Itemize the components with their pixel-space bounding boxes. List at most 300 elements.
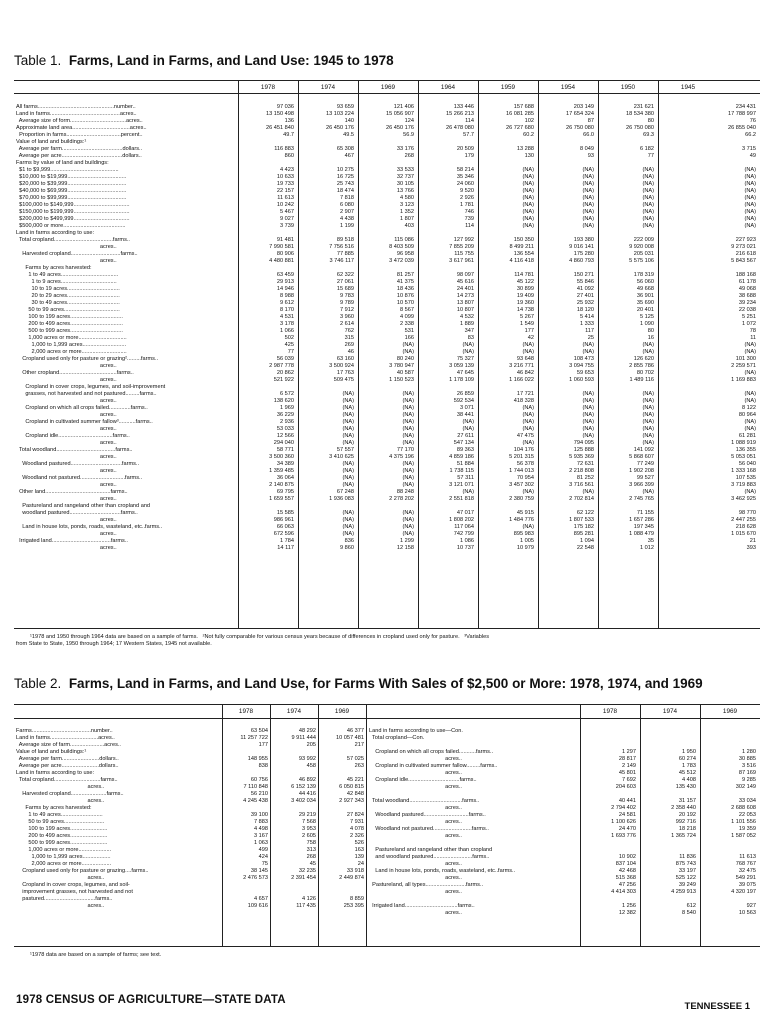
table1-title-text: Farms, Land in Farms, and Land Use: 1945 to 1978 (68, 53, 394, 68)
table1-column-1945 (660, 104, 756, 552)
table1-cell: 80 240 (396, 356, 414, 362)
table1-cell: 58 214 (456, 167, 474, 173)
table2-row-label: Value of land and buildings:¹ (16, 749, 87, 755)
table1-cell: (NA) (642, 419, 654, 425)
table1-cell: (NA) (582, 209, 594, 215)
table1-row-label: Woodland not pastured.............................farms.. (16, 475, 143, 481)
table1-row-label: Average per farm.......................................dollars.. (16, 146, 143, 152)
table2-row-label: acres.. (16, 875, 105, 881)
table1-cell: 140 (344, 118, 354, 124)
table1-row-label: Woodland pastured.................................farms.. (16, 461, 140, 467)
table1-cell: 2 745 765 (629, 496, 654, 502)
table1-cell: (NA) (522, 440, 534, 446)
table1-cell: 26 727 680 (506, 125, 534, 131)
table2-row-label: Cropland on which all crops failed...........farms.. (369, 749, 494, 755)
table1-cell: 62 322 (336, 272, 354, 278)
table1-cell (360, 265, 414, 272)
table1-cell: (NA) (342, 391, 354, 397)
table1-cell: 14 738 (516, 307, 534, 313)
table1-cell (360, 230, 414, 237)
table1-cell: 4 531 (280, 314, 294, 320)
table1-cell: 49 068 (738, 286, 756, 292)
table1-cell: 19 409 (516, 293, 534, 299)
table1-cell: 1 015 670 (731, 531, 756, 537)
table2-cell: 2 149 (622, 763, 636, 769)
table2-cell: 4 414 303 (611, 889, 636, 895)
table2-cell (582, 742, 636, 749)
table1-column-1969 (360, 104, 414, 552)
table1-row-label: $40,000 to $69,999...................................... (16, 188, 127, 194)
table2-cell: 268 (306, 854, 316, 860)
table1-cell: 47 475 (516, 433, 534, 439)
table2-right-column-1978 (582, 728, 636, 917)
table1-cell (660, 265, 756, 272)
table2-row-label: Irrigated land..................................farms.. (369, 903, 475, 909)
table1-cell: 1 005 (520, 538, 534, 544)
table1-row-label: $100,000 to $149,999.................................... (16, 202, 130, 208)
table2-cell (702, 728, 756, 735)
table1-cell: 1 784 (280, 538, 294, 544)
table1-cell (480, 265, 534, 272)
table2-cell: 7 883 (254, 819, 268, 825)
table1-cell: 57 311 (457, 475, 474, 481)
table2-cell: 4 126 (302, 896, 316, 902)
table1-cell: 5 935 369 (569, 454, 594, 460)
table1-cell: 347 (464, 328, 474, 334)
table2-cell: 24 581 (618, 812, 636, 818)
table2-cell: 4 408 (682, 777, 696, 783)
table1-cell: 746 (464, 209, 474, 215)
table1-cell: 55 846 (576, 279, 594, 285)
table2-cell: 1 365 724 (671, 833, 696, 839)
table1-cell: 1 086 (460, 538, 474, 544)
table1-cell: (NA) (582, 405, 594, 411)
table2-cell (272, 805, 316, 812)
table1-cell: (NA) (402, 475, 414, 481)
table1-cell: 8 499 211 (509, 244, 534, 250)
table1-cell (420, 160, 474, 167)
table1-cell: 13 150 498 (266, 111, 294, 117)
table2-cell: 6 050 815 (339, 784, 364, 790)
table1-cell: 26 450 176 (386, 125, 414, 131)
table2-cell: 32 235 (298, 868, 316, 874)
table1-cell: 4 438 (340, 216, 354, 222)
table1-cell: 32 737 (396, 174, 414, 180)
table1-cell: 6 080 (340, 202, 354, 208)
table1-cell: 1 352 (400, 209, 414, 215)
table2-col-divider (640, 704, 641, 946)
table1-cell: 227 923 (735, 237, 756, 243)
table2-year-header: 1969 (722, 708, 738, 715)
table1-cell: (NA) (582, 174, 594, 180)
table1-row-label: 30 to 49 acres.................................. (16, 300, 120, 306)
table1-cell: 93 648 (516, 356, 534, 362)
table1-row-label: 500 to 999 acres.................................. (16, 328, 123, 334)
table1-cell: (NA) (642, 167, 654, 173)
table2-cell: 3 167 (254, 833, 268, 839)
table1-cell: 117 064 (454, 524, 474, 530)
table1-row-label: Land in house lots, ponds, roads, wasteland, etc..farms.. (16, 524, 163, 530)
table1-cell: 26 855 040 (728, 125, 756, 131)
table1-cell: (NA) (582, 391, 594, 397)
table1-row-label: $500,000 or more........................................ (16, 223, 126, 229)
table1-cell: 81 252 (576, 475, 594, 481)
table1-cell: (NA) (402, 468, 414, 474)
table1-cell: 136 355 (735, 447, 756, 453)
table1-cell: 18 436 (396, 286, 414, 292)
table1-cell: 1 738 115 (449, 468, 474, 474)
table1-row-label: Other land..........................................farms.. (16, 489, 128, 495)
table1-cell: 26 450 176 (326, 125, 354, 131)
table1-row-label: $10,000 to $19,999...................................... (16, 174, 127, 180)
table2-cell: 45 801 (618, 770, 636, 776)
table1-cell: 203 149 (573, 104, 594, 110)
table1-cell (660, 230, 756, 237)
table1-cell: 8 403 509 (389, 244, 414, 250)
table2-cell (582, 840, 636, 847)
table1-year-header: 1954 (560, 84, 576, 91)
table2-cell: 87 169 (738, 770, 756, 776)
table1-cell: 127 992 (453, 237, 474, 243)
table1-col-divider (418, 80, 419, 628)
table1-cell: 16 (647, 335, 654, 341)
table1-row-label: 10 to 19 acres.................................. (16, 286, 120, 292)
table1-cell: 9 520 (460, 188, 474, 194)
table1-cell: 1 333 (580, 321, 594, 327)
table1-cell: 41 092 (576, 286, 594, 292)
table2-row-label: Woodland not pastured.........................farms.. (369, 826, 489, 832)
table1-cell: 80 702 (636, 370, 654, 376)
table2-cell: 2 449 874 (339, 875, 364, 881)
table1-row-label: Total cropland......................................farms.. (16, 237, 130, 243)
table2-cell: 838 (258, 763, 268, 769)
table1-cell: 467 (344, 153, 354, 159)
table2-left-column-1969 (320, 728, 364, 910)
table1-cell: 895 983 (513, 531, 534, 537)
table1-cell: 4 099 (400, 314, 414, 320)
table1-row-label: acres.. (16, 426, 117, 432)
table1-row-label: Cropland in cultivated summer fallow³...........farms.. (16, 419, 153, 425)
table1-cell: 531 (404, 328, 414, 334)
table1-cell: 2 551 818 (449, 496, 474, 502)
table2-left-top-rule (14, 704, 366, 705)
table2-cell: 12 382 (618, 910, 636, 916)
table1-cell: (NA) (582, 426, 594, 432)
table1-cell: 1 484 776 (509, 517, 534, 523)
table1-cell (480, 384, 534, 391)
table1-cell: 59 653 (576, 370, 594, 376)
table1-cell: 10 275 (336, 167, 354, 173)
table1-cell: 78 (749, 328, 756, 334)
table1-cell: 14 946 (276, 286, 294, 292)
table2-row-label: 2,000 acres or more................... (16, 861, 112, 867)
table1-cell: 3 462 925 (731, 496, 756, 502)
table1-row-label: acres.. (16, 258, 117, 264)
table1-cell: 80 964 (738, 412, 756, 418)
table2-cell: 139 (354, 854, 364, 860)
table1-cell: 3 719 883 (731, 482, 756, 488)
table1-row-label: Average per acre.......................................dollars.. (16, 153, 142, 159)
table1-col-divider (478, 80, 479, 628)
table1-cell (660, 160, 756, 167)
table2-cell: 60 274 (678, 756, 696, 762)
table1-cell (300, 265, 354, 272)
table1-cell: 56 040 (738, 461, 756, 467)
table1-year-header: 1974 (320, 84, 336, 91)
table1-row-label: Cropland used only for pasture or grazing².........farms.. (16, 356, 159, 362)
table2-cell: 48 292 (298, 728, 316, 734)
table1-cell (420, 503, 474, 510)
table2-row-label: acres.. (16, 798, 105, 804)
table1-cell: 66.2 (745, 132, 756, 138)
table1-cell: 56 378 (516, 461, 534, 467)
table1-cell: 1 807 533 (569, 517, 594, 523)
table1-cell: 8 049 (580, 146, 594, 152)
table2-cell: 46 892 (298, 777, 316, 783)
table1-cell: 3 715 (742, 146, 756, 152)
table2-cell: 163 (354, 847, 364, 853)
table1-row-label: 2,000 acres or more............................. (16, 349, 127, 355)
table1-cell: 1 333 168 (731, 468, 756, 474)
table1-cell: 5 053 051 (731, 454, 756, 460)
table1-cell: (NA) (522, 489, 534, 495)
table1-cell: 1 090 (640, 321, 654, 327)
table1-cell: 51 884 (456, 461, 474, 467)
table1-cell: 179 (464, 153, 474, 159)
table1-cell: (NA) (402, 433, 414, 439)
table1-cell: (NA) (642, 181, 654, 187)
table1-cell: (NA) (744, 398, 756, 404)
table1-cell: 9 612 (280, 300, 294, 306)
table1-cell: 3 123 (400, 202, 414, 208)
table2-cell: 424 (258, 854, 268, 860)
table2-cell: 2 391 454 (291, 875, 316, 881)
table1-cell: (NA) (522, 405, 534, 411)
table1-cell (240, 384, 294, 391)
table2-col-divider (318, 704, 319, 946)
table1-cell: 14 273 (456, 293, 474, 299)
table2-row-label: acres.. (16, 784, 105, 790)
table1-cell: (NA) (522, 426, 534, 432)
table1-cell (480, 230, 534, 237)
table1-cell: (NA) (522, 412, 534, 418)
table1-cell: (NA) (342, 517, 354, 523)
table1-cell: 72 631 (576, 461, 594, 467)
table1-cell: 49 668 (636, 286, 654, 292)
table1-cell: (NA) (744, 216, 756, 222)
table1-cell: 1 299 (400, 538, 414, 544)
table1-cell: 53 033 (276, 426, 294, 432)
table1-cell: (NA) (582, 195, 594, 201)
table1-cell (360, 503, 414, 510)
table1-cell: 2 447 255 (731, 517, 756, 523)
table1-cell (420, 384, 474, 391)
table1-cell: 62 122 (576, 510, 594, 516)
table1-cell: 66.0 (583, 132, 594, 138)
table1-cell: 45 122 (516, 279, 534, 285)
table2-cell: 4 657 (254, 896, 268, 902)
table1-row-label: acres.. (16, 496, 117, 502)
table2-cell: 18 218 (678, 826, 696, 832)
table1-cell: 3 472 039 (389, 258, 414, 264)
table1-cell (300, 139, 354, 146)
table2-cell: 27 824 (346, 812, 364, 818)
table1-row-label: Value of land and buildings:¹ (16, 139, 87, 145)
table2-cell: 3 402 034 (291, 798, 316, 804)
table1-cell: (NA) (744, 202, 756, 208)
table1-cell: 56 060 (636, 279, 654, 285)
table1-cell: 83 (467, 335, 474, 341)
table1-cell: 2 907 (340, 209, 354, 215)
table1-cell (600, 139, 654, 146)
table1-cell (600, 384, 654, 391)
table1-cell: 2 380 759 (509, 496, 534, 502)
table1-cell (420, 230, 474, 237)
table2-cell (272, 882, 316, 889)
table1-cell: (NA) (522, 174, 534, 180)
table1-cell: 39 234 (738, 300, 756, 306)
table1-cell: 9 860 (340, 545, 354, 551)
table1-cell (480, 503, 534, 510)
table2-row-label: Average per farm........................dollars.. (16, 756, 119, 762)
table1-cell: 45 915 (516, 510, 534, 516)
table1-cell: 11 613 (277, 195, 294, 201)
table1-cell: 1 066 (280, 328, 294, 334)
table1-cell: 672 596 (273, 531, 294, 537)
table1-cell: 27 611 (457, 433, 474, 439)
table1-cell: (NA) (582, 188, 594, 194)
table1-cell: 10 570 (396, 300, 414, 306)
table1-cell: (NA) (642, 405, 654, 411)
table1-cell: 860 (284, 153, 294, 159)
table1-cell (240, 139, 294, 146)
table1-row-label: acres.. (16, 545, 117, 551)
table1-cell: (NA) (342, 510, 354, 516)
table1-cell: 20 509 (456, 146, 474, 152)
table1-cell (300, 230, 354, 237)
table1-cell: 57.7 (463, 132, 474, 138)
table2-year-header: 1978 (238, 708, 254, 715)
table2-cell (224, 770, 268, 777)
table2-cell: 9 911 444 (291, 735, 316, 741)
table1-cell: 1 359 485 (269, 468, 294, 474)
table2-cell: 875 743 (675, 861, 696, 867)
table1-cell: (NA) (744, 419, 756, 425)
table1-cell: (NA) (642, 489, 654, 495)
table1-cell: 141 092 (633, 447, 654, 453)
table1-cell: 3 410 625 (329, 454, 354, 460)
table1-cell: 114 (465, 223, 474, 229)
page-footer-state: TENNESSEE 1 (684, 1001, 750, 1012)
table1-cell: 114 781 (514, 272, 534, 278)
table1-cell: (NA) (522, 419, 534, 425)
table1-cell: 108 473 (573, 356, 594, 362)
table2-row-label: Cropland in cover crops, legumes, and soil- (16, 882, 130, 888)
table1-cell: (NA) (342, 461, 354, 467)
table1-cell: 393 (746, 545, 756, 551)
table2-row-label: 200 to 499 acres........................ (16, 833, 108, 839)
table1-cell: 33 176 (396, 146, 414, 152)
table2-cell: 2 326 (350, 833, 364, 839)
table1-cell: 26 451 840 (266, 125, 294, 131)
table1-cell: 47 645 (456, 370, 474, 376)
table1-cell: 315 (344, 335, 354, 341)
table2-cell: 33 197 (678, 868, 696, 874)
table2-col-divider (700, 704, 701, 946)
table1-cell: 10 242 (276, 202, 294, 208)
table2-cell: 6 152 139 (291, 784, 316, 790)
table1-row-label: Cropland idle...................................farms.. (16, 433, 130, 439)
table2-cell (272, 889, 316, 896)
table1-cell: 1 807 (400, 216, 414, 222)
table2-row-label: Cropland used only for pasture or grazing....farms.. (16, 868, 149, 874)
table1-cell: (NA) (522, 342, 534, 348)
table2-cell: 4 498 (254, 826, 268, 832)
table2-cell: 28 817 (618, 756, 636, 762)
table1-cell: 3 178 (280, 321, 294, 327)
table1-cell: 205 031 (633, 251, 654, 257)
table1-cell: 2 338 (400, 321, 414, 327)
table1-row-label: acres.. (16, 531, 117, 537)
table1-cell: 3 500 360 (269, 454, 294, 460)
table1-cell: 125 888 (573, 447, 594, 453)
table2-cell (582, 847, 636, 854)
table2-cell: 837 104 (615, 861, 636, 867)
table1-cell: 27 061 (336, 279, 354, 285)
table1-cell (660, 384, 756, 391)
table1-cell: 63 160 (336, 356, 354, 362)
table1-cell: 34 389 (276, 461, 294, 467)
table1-cell: (NA) (642, 188, 654, 194)
table1-cell: 193 380 (573, 237, 594, 243)
table1-row-label: acres.. (16, 398, 117, 404)
table1-cell: 2 218 808 (569, 468, 594, 474)
table1-row-label: acres.. (16, 454, 117, 460)
table1-cell: (NA) (342, 419, 354, 425)
table1-cell: 26 750 080 (566, 125, 594, 131)
table2-cell: 39 249 (678, 882, 696, 888)
table1-column-1959 (480, 104, 534, 552)
table1-cell: 5 267 (520, 314, 534, 320)
table1-cell: 3 457 302 (509, 482, 534, 488)
table2-cell: 33 918 (346, 868, 364, 874)
table2-cell: 992 716 (675, 819, 696, 825)
table2-cell: 60 756 (250, 777, 268, 783)
table2-cell (320, 882, 364, 889)
table1-cell: (NA) (582, 167, 594, 173)
table2-cell: 135 430 (675, 784, 696, 790)
table1-cell: 231 621 (633, 104, 654, 110)
table2-cell: 45 512 (678, 770, 696, 776)
table2-cell: 8 540 (682, 910, 696, 916)
table1-row-label: Other cropland.....................................farms.. (16, 370, 134, 376)
table2-cell: 8 859 (350, 896, 364, 902)
table2-cell: 29 219 (298, 812, 316, 818)
table2-cell: 499 (258, 847, 268, 853)
table1-cell: 3 746 117 (329, 258, 354, 264)
table2-row-label: 1 to 49 acres........................... (16, 812, 103, 818)
table1-cell: (NA) (402, 405, 414, 411)
table1-cell (240, 230, 294, 237)
table1-cell: 77 249 (636, 461, 654, 467)
table2-cell: 2 358 440 (671, 805, 696, 811)
table1-cell: (NA) (342, 398, 354, 404)
table2-cell: 24 470 (618, 826, 636, 832)
table2-cell: 3 516 (742, 763, 756, 769)
table1-col-divider (238, 80, 239, 628)
table2-cell: 42 848 (346, 791, 364, 797)
table2-cell: 217 (354, 742, 364, 748)
